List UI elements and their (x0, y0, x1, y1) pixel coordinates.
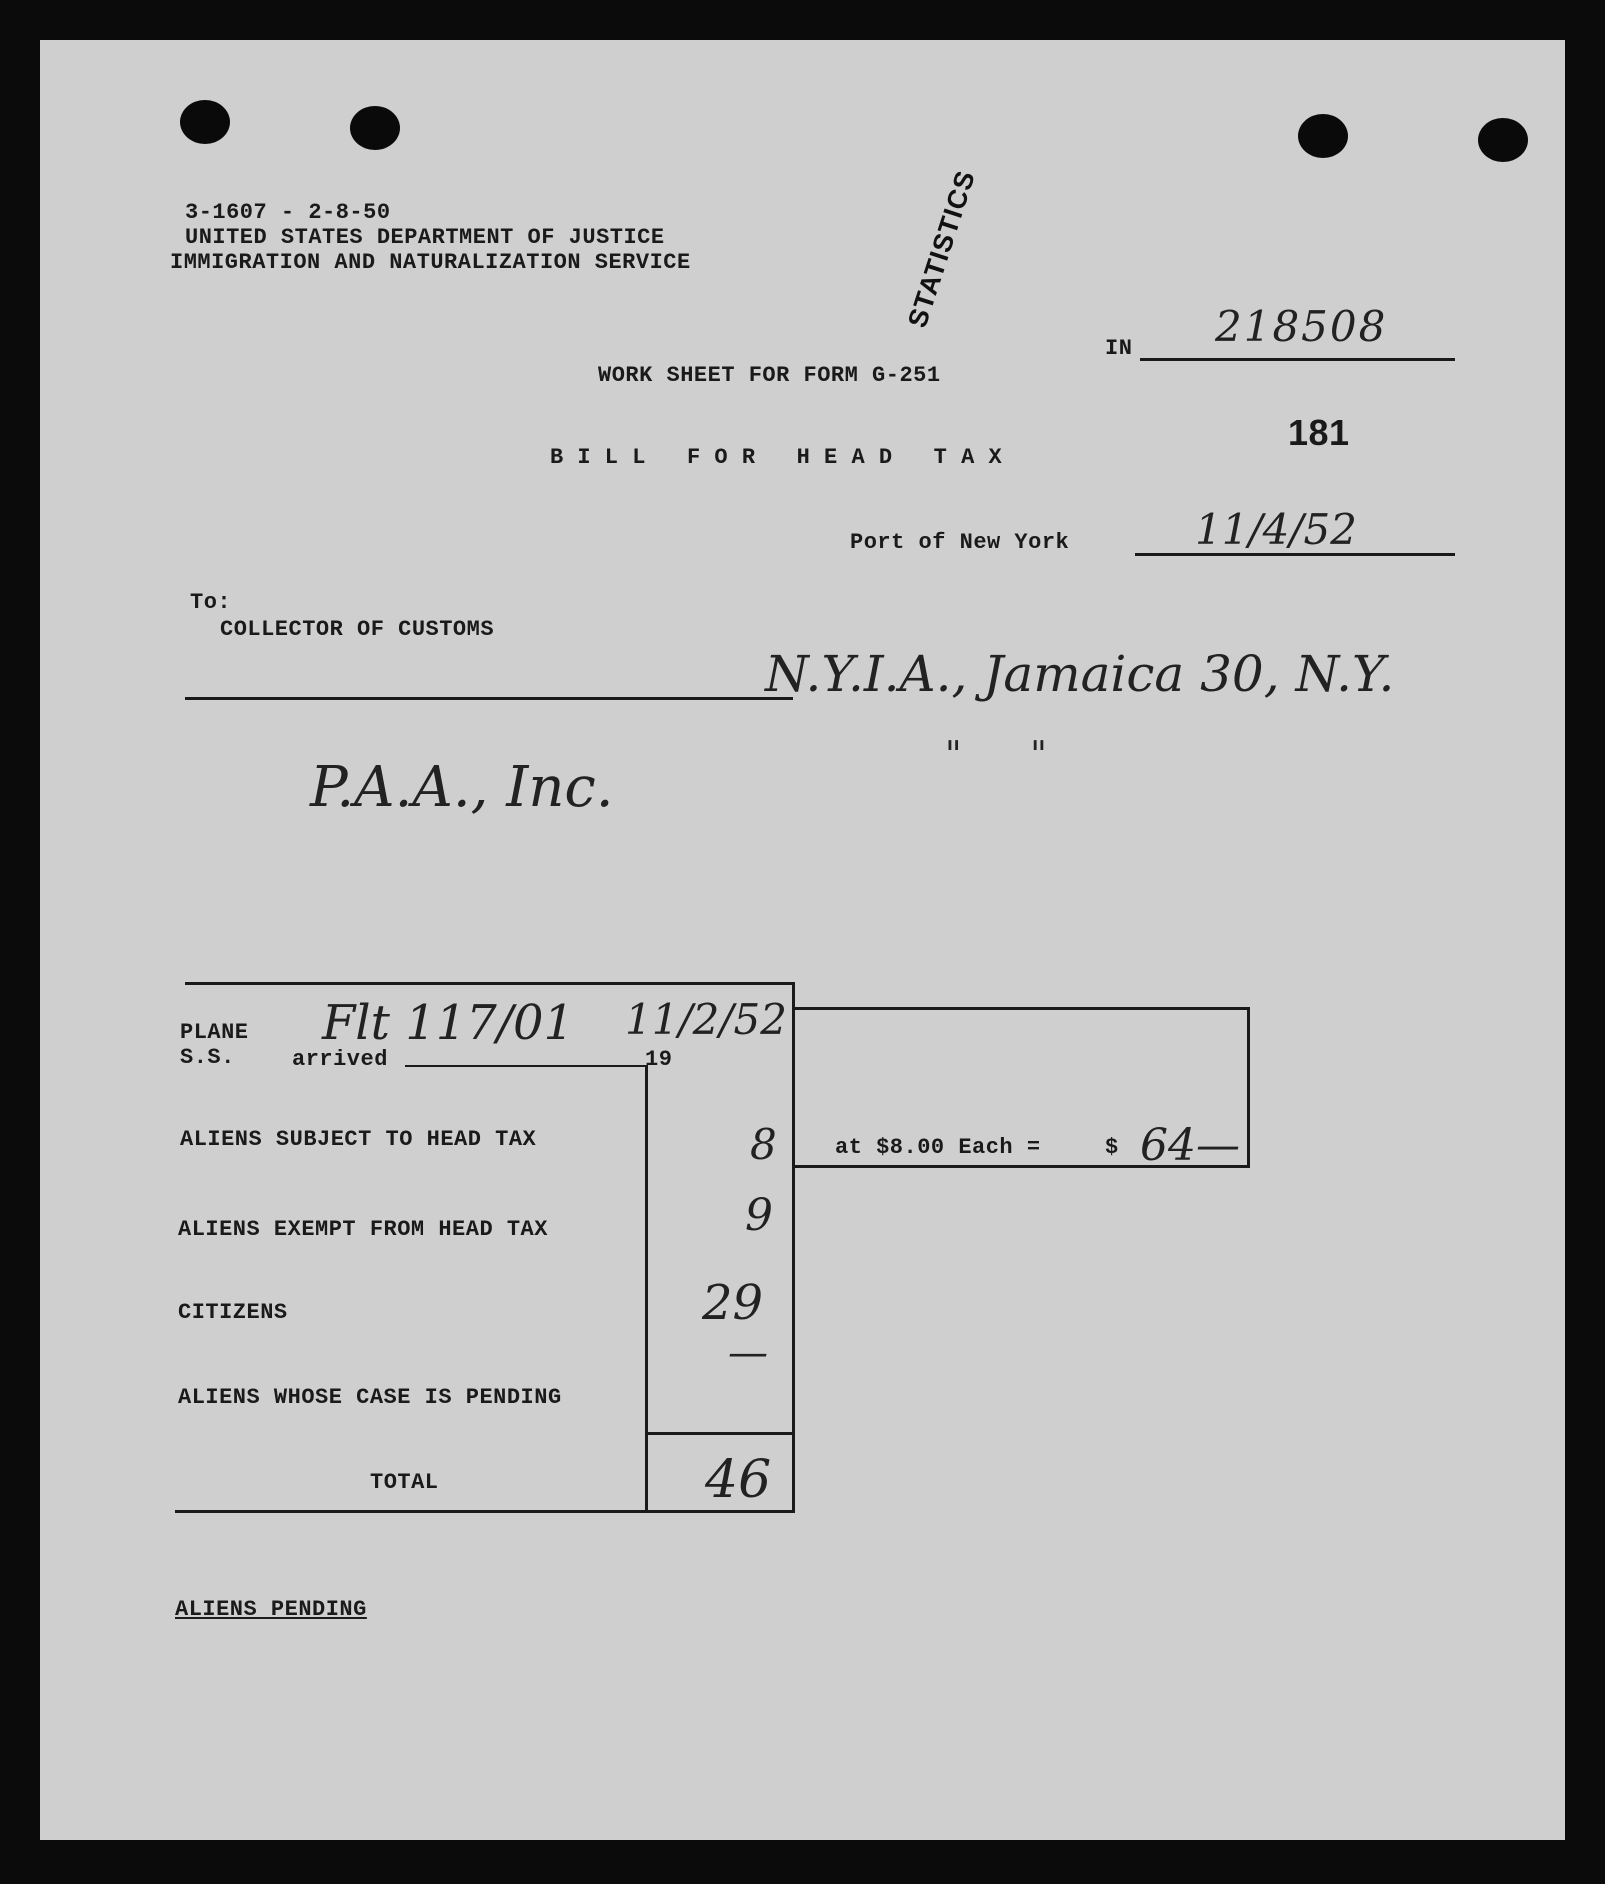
date-value: 11/4/52 (1195, 505, 1357, 554)
total-label: TOTAL (370, 1470, 439, 1495)
document-page (40, 40, 1565, 1840)
row-label-pending: ALIENS WHOSE CASE IS PENDING (178, 1385, 562, 1410)
table-bottom-rule (175, 1510, 795, 1513)
ss-label: S.S. (180, 1045, 235, 1070)
row-value-pending: — (728, 1330, 768, 1376)
carrier-handwritten: P.A.A., Inc. (310, 755, 614, 820)
bill-title: B I L L F O R H E A D T A X (550, 445, 1003, 470)
punch-hole (1298, 114, 1348, 158)
to-value: COLLECTOR OF CUSTOMS (220, 617, 495, 642)
row-label-exempt: ALIENS EXEMPT FROM HEAD TAX (178, 1217, 548, 1242)
table-divider-left (645, 1065, 648, 1512)
service-name: IMMIGRATION AND NATURALIZATION SERVICE (170, 250, 691, 275)
to-underline (185, 697, 793, 700)
form-code: 3-1607 - 2-8-50 (185, 200, 391, 225)
row-value-citizens: 29 (702, 1275, 764, 1331)
sheet-number: 181 (1288, 412, 1350, 453)
to-label: To: (190, 590, 232, 615)
in-underline (1140, 358, 1455, 361)
statistics-stamp: STATISTICS (902, 166, 982, 332)
aliens-pending-heading: ALIENS PENDING (175, 1597, 367, 1622)
form-title: WORK SHEET FOR FORM G-251 (598, 363, 941, 388)
plane-label: PLANE (180, 1020, 249, 1045)
dollar-sign: $ (1105, 1135, 1119, 1160)
department-name: UNITED STATES DEPARTMENT OF JUSTICE (185, 225, 665, 250)
rate-box-right (1247, 1007, 1250, 1167)
arrived-label: arrived (292, 1047, 388, 1072)
location-handwritten: N.Y.I.A., Jamaica 30, N.Y. (765, 645, 1395, 703)
year-prefix: 19 (645, 1047, 673, 1072)
ditto-marks: " " (945, 735, 1047, 776)
total-separator (645, 1432, 795, 1435)
row-value-exempt: 9 (745, 1190, 773, 1241)
arrived-underline (405, 1065, 647, 1067)
punch-hole (180, 100, 230, 144)
total-value: 46 (705, 1450, 772, 1510)
table-top-rule (185, 982, 793, 985)
in-number: 218508 (1215, 302, 1388, 351)
in-label: IN (1105, 336, 1133, 361)
port-label: Port of New York (850, 530, 1070, 555)
rate-text: at $8.00 Each = (835, 1135, 1041, 1160)
rate-box-top (792, 1007, 1250, 1010)
punch-hole (350, 106, 400, 150)
arrival-date-handwritten: 11/2/52 (625, 995, 787, 1044)
row-label-subject: ALIENS SUBJECT TO HEAD TAX (180, 1127, 537, 1152)
flight-handwritten: Flt 117/01 (322, 995, 575, 1051)
punch-hole (1478, 118, 1528, 162)
amount-handwritten: 64— (1140, 1120, 1240, 1171)
row-value-subject: 8 (750, 1120, 777, 1169)
row-label-citizens: CITIZENS (178, 1300, 288, 1325)
